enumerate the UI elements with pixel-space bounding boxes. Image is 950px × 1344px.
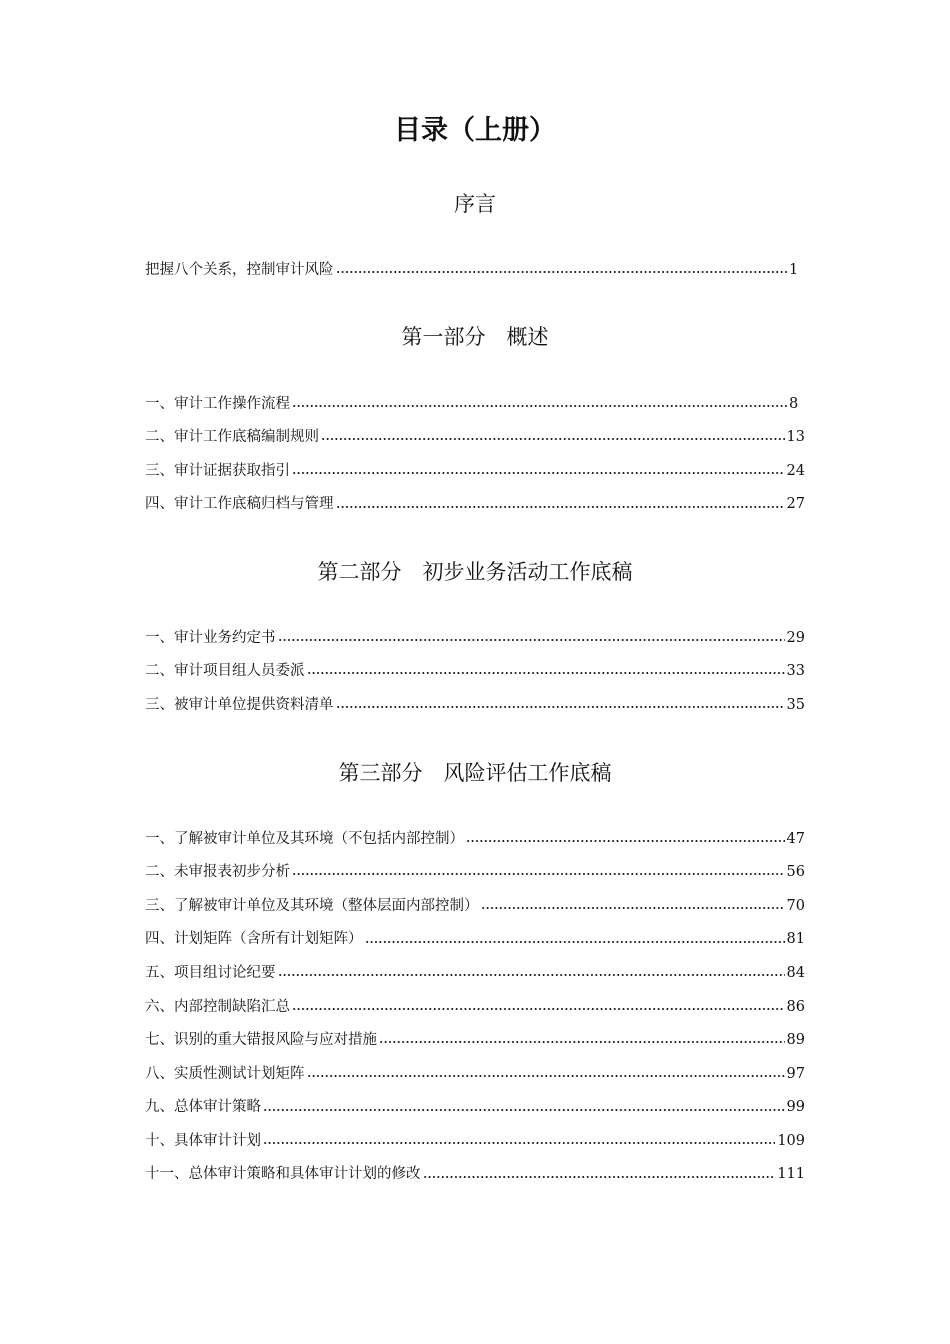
toc-entry-title: 五、项目组讨论纪要 [145,964,276,981]
toc-page-number: 29 [786,629,805,646]
toc-entry-title: 六、内部控制缺陷汇总 [145,998,290,1015]
toc-entry-title: 十、具体审计计划 [145,1132,261,1149]
dot-leader [263,1142,775,1144]
toc-entry[interactable] [145,1158,805,1192]
toc-entry-title: 四、计划矩阵（含所有计划矩阵） [145,931,363,948]
dot-leader [307,672,785,674]
dot-leader [379,1041,785,1043]
part2-toc [145,621,805,722]
toc-page-number: 56 [786,864,805,881]
toc-page-number: 99 [786,1099,805,1116]
part3-toc [145,822,805,1192]
part3-heading: 第三部分 风险评估工作底稿 [338,761,612,785]
preface-toc [145,253,805,287]
toc-entry[interactable] [145,421,805,455]
toc-entry[interactable] [145,1124,805,1158]
dot-leader [263,1109,785,1111]
dot-leader [321,438,785,440]
toc-entry-title: 十一、总体审计策略和具体审计计划的修改 [145,1166,421,1183]
toc-entry[interactable] [145,488,805,522]
part2-heading: 第二部分 初步业务活动工作底稿 [317,560,633,584]
toc-entry[interactable] [145,1091,805,1125]
toc-entry-title: 三、了解被审计单位及其环境（整体层面内部控制） [145,897,479,914]
toc-page-number: 111 [777,1166,805,1183]
dot-leader [336,506,785,508]
toc-page-number: 81 [786,931,805,948]
toc-entry-title: 七、识别的重大错报风险与应对措施 [145,1032,377,1049]
toc-entry[interactable] [145,923,805,957]
dot-leader [278,639,785,641]
toc-entry-title: 三、审计证据获取指引 [145,462,290,479]
dot-leader [278,974,785,976]
toc-entry-title: 二、未审报表初步分析 [145,864,290,881]
dot-leader [466,840,785,842]
dot-leader [481,907,785,909]
preface-heading: 序言 [454,192,496,216]
dot-leader [292,472,785,474]
toc-entry-title: 一、审计业务约定书 [145,629,276,646]
toc-page-number: 13 [786,429,805,446]
toc-page-number: 86 [786,998,805,1015]
dot-leader [307,1075,785,1077]
toc-entry[interactable] [145,454,805,488]
part1-toc [145,387,805,521]
toc-entry-title: 一、审计工作操作流程 [145,395,290,412]
toc-page-number: 27 [786,496,805,513]
toc-entry-title: 九、总体审计策略 [145,1099,261,1116]
toc-page-number: 97 [786,1065,805,1082]
toc-entry[interactable] [145,889,805,923]
toc-page-number: 70 [786,897,805,914]
toc-entry-title: 八、实质性测试计划矩阵 [145,1065,305,1082]
toc-page-number: 84 [786,964,805,981]
toc-entry[interactable] [145,655,805,689]
toc-entry[interactable] [145,688,805,722]
toc-entry[interactable] [145,990,805,1024]
toc-entry[interactable] [145,956,805,990]
dot-leader [292,1008,785,1010]
toc-entry-title: 二、审计项目组人员委派 [145,663,305,680]
toc-page-number: 47 [786,830,805,847]
toc-entry[interactable] [145,387,805,421]
dot-leader [292,873,785,875]
toc-page-number: 33 [786,663,805,680]
toc-page-number: 1 [789,261,799,278]
dot-leader [336,706,785,708]
page-title: 目录（上册） [394,115,556,146]
dot-leader [423,1176,776,1178]
toc-entry[interactable] [145,253,805,287]
toc-entry-title: 四、审计工作底稿归档与管理 [145,496,334,513]
toc-entry[interactable] [145,822,805,856]
toc-entry-title: 一、了解被审计单位及其环境（不包括内部控制） [145,830,464,847]
toc-page-number: 89 [786,1032,805,1049]
toc-entry-title: 三、被审计单位提供资料清单 [145,696,334,713]
toc-entry[interactable] [145,856,805,890]
toc-page-number: 8 [789,395,799,412]
toc-page-number: 109 [777,1132,805,1149]
toc-entry-title: 二、审计工作底稿编制规则 [145,429,319,446]
dot-leader [292,405,787,407]
dot-leader [336,271,788,273]
toc-entry[interactable] [145,1024,805,1058]
toc-page-number: 24 [786,462,805,479]
part1-heading: 第一部分 概述 [401,325,549,349]
toc-entry-title: 把握八个关系，控制审计风险 [145,261,334,278]
toc-entry[interactable] [145,621,805,655]
toc-page-number: 35 [786,696,805,713]
dot-leader [365,941,785,943]
toc-entry[interactable] [145,1057,805,1091]
